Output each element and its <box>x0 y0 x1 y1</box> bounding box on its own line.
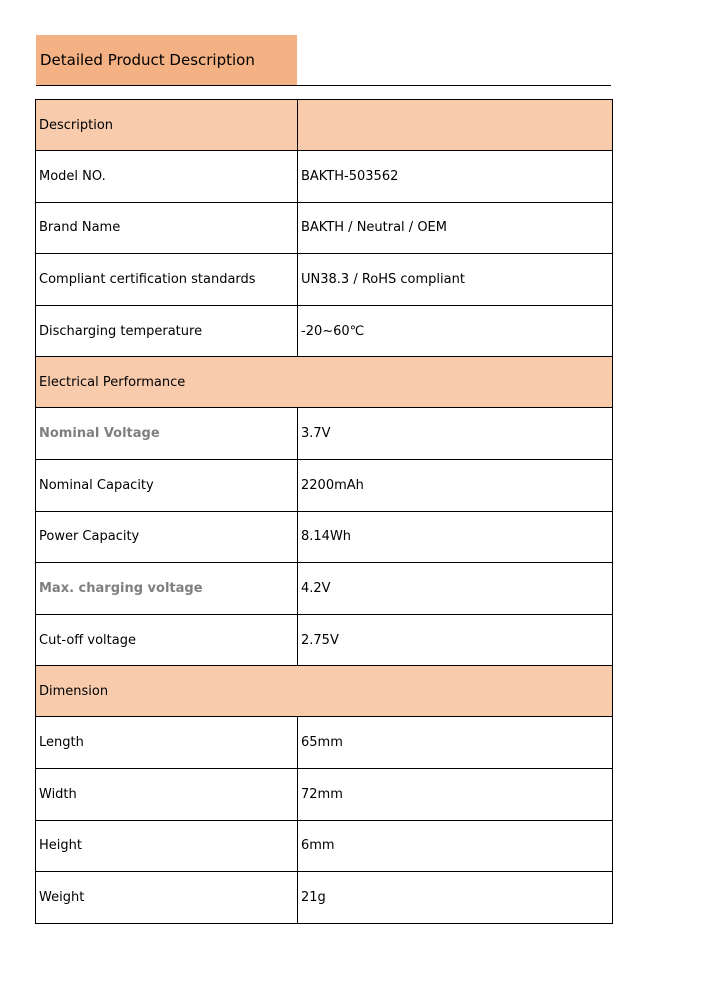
row-value: 72mm <box>298 768 613 820</box>
row-value: 8.14Wh <box>298 511 613 563</box>
title-underline <box>36 85 611 86</box>
table-row <box>36 459 613 511</box>
row-value: 3.7V <box>298 408 613 460</box>
row-label: Weight <box>36 872 298 924</box>
row-label: Max. charging voltage <box>36 563 298 615</box>
section-row-dimension <box>36 666 613 717</box>
row-label: Brand Name <box>36 202 298 254</box>
spec-table <box>35 99 613 924</box>
table-row <box>36 408 613 460</box>
table-row <box>36 768 613 820</box>
row-value: -20~60℃ <box>298 305 613 357</box>
table-row <box>36 872 613 924</box>
section-title-dimension: Dimension <box>36 666 613 717</box>
row-value: 65mm <box>298 717 613 769</box>
section-title-electrical: Electrical Performance <box>36 357 613 408</box>
row-value: 4.2V <box>298 563 613 615</box>
row-value: 2.75V <box>298 614 613 666</box>
table-row <box>36 563 613 615</box>
row-label: Discharging temperature <box>36 305 298 357</box>
row-label: Model NO. <box>36 151 298 203</box>
row-value: 6mm <box>298 820 613 872</box>
row-value: UN38.3 / RoHS compliant <box>298 254 613 306</box>
header-value <box>298 100 613 151</box>
table-row <box>36 614 613 666</box>
section-row-electrical <box>36 357 613 408</box>
row-value: 21g <box>298 872 613 924</box>
table-row <box>36 820 613 872</box>
row-value: BAKTH / Neutral / OEM <box>298 202 613 254</box>
row-label: Height <box>36 820 298 872</box>
table-row <box>36 511 613 563</box>
table-row <box>36 305 613 357</box>
table-row <box>36 151 613 203</box>
row-value: BAKTH-503562 <box>298 151 613 203</box>
table-row <box>36 254 613 306</box>
row-label: Width <box>36 768 298 820</box>
page-title: Detailed Product Description <box>40 51 255 69</box>
table-row <box>36 202 613 254</box>
row-label: Compliant certification standards <box>36 254 298 306</box>
row-label: Nominal Voltage <box>36 408 298 460</box>
page-title-box <box>36 35 297 85</box>
row-label: Length <box>36 717 298 769</box>
row-label: Cut-off voltage <box>36 614 298 666</box>
row-value: 2200mAh <box>298 459 613 511</box>
row-label: Nominal Capacity <box>36 459 298 511</box>
row-label: Power Capacity <box>36 511 298 563</box>
table-header-row <box>36 100 613 151</box>
header-label: Description <box>36 100 298 151</box>
table-row <box>36 717 613 769</box>
